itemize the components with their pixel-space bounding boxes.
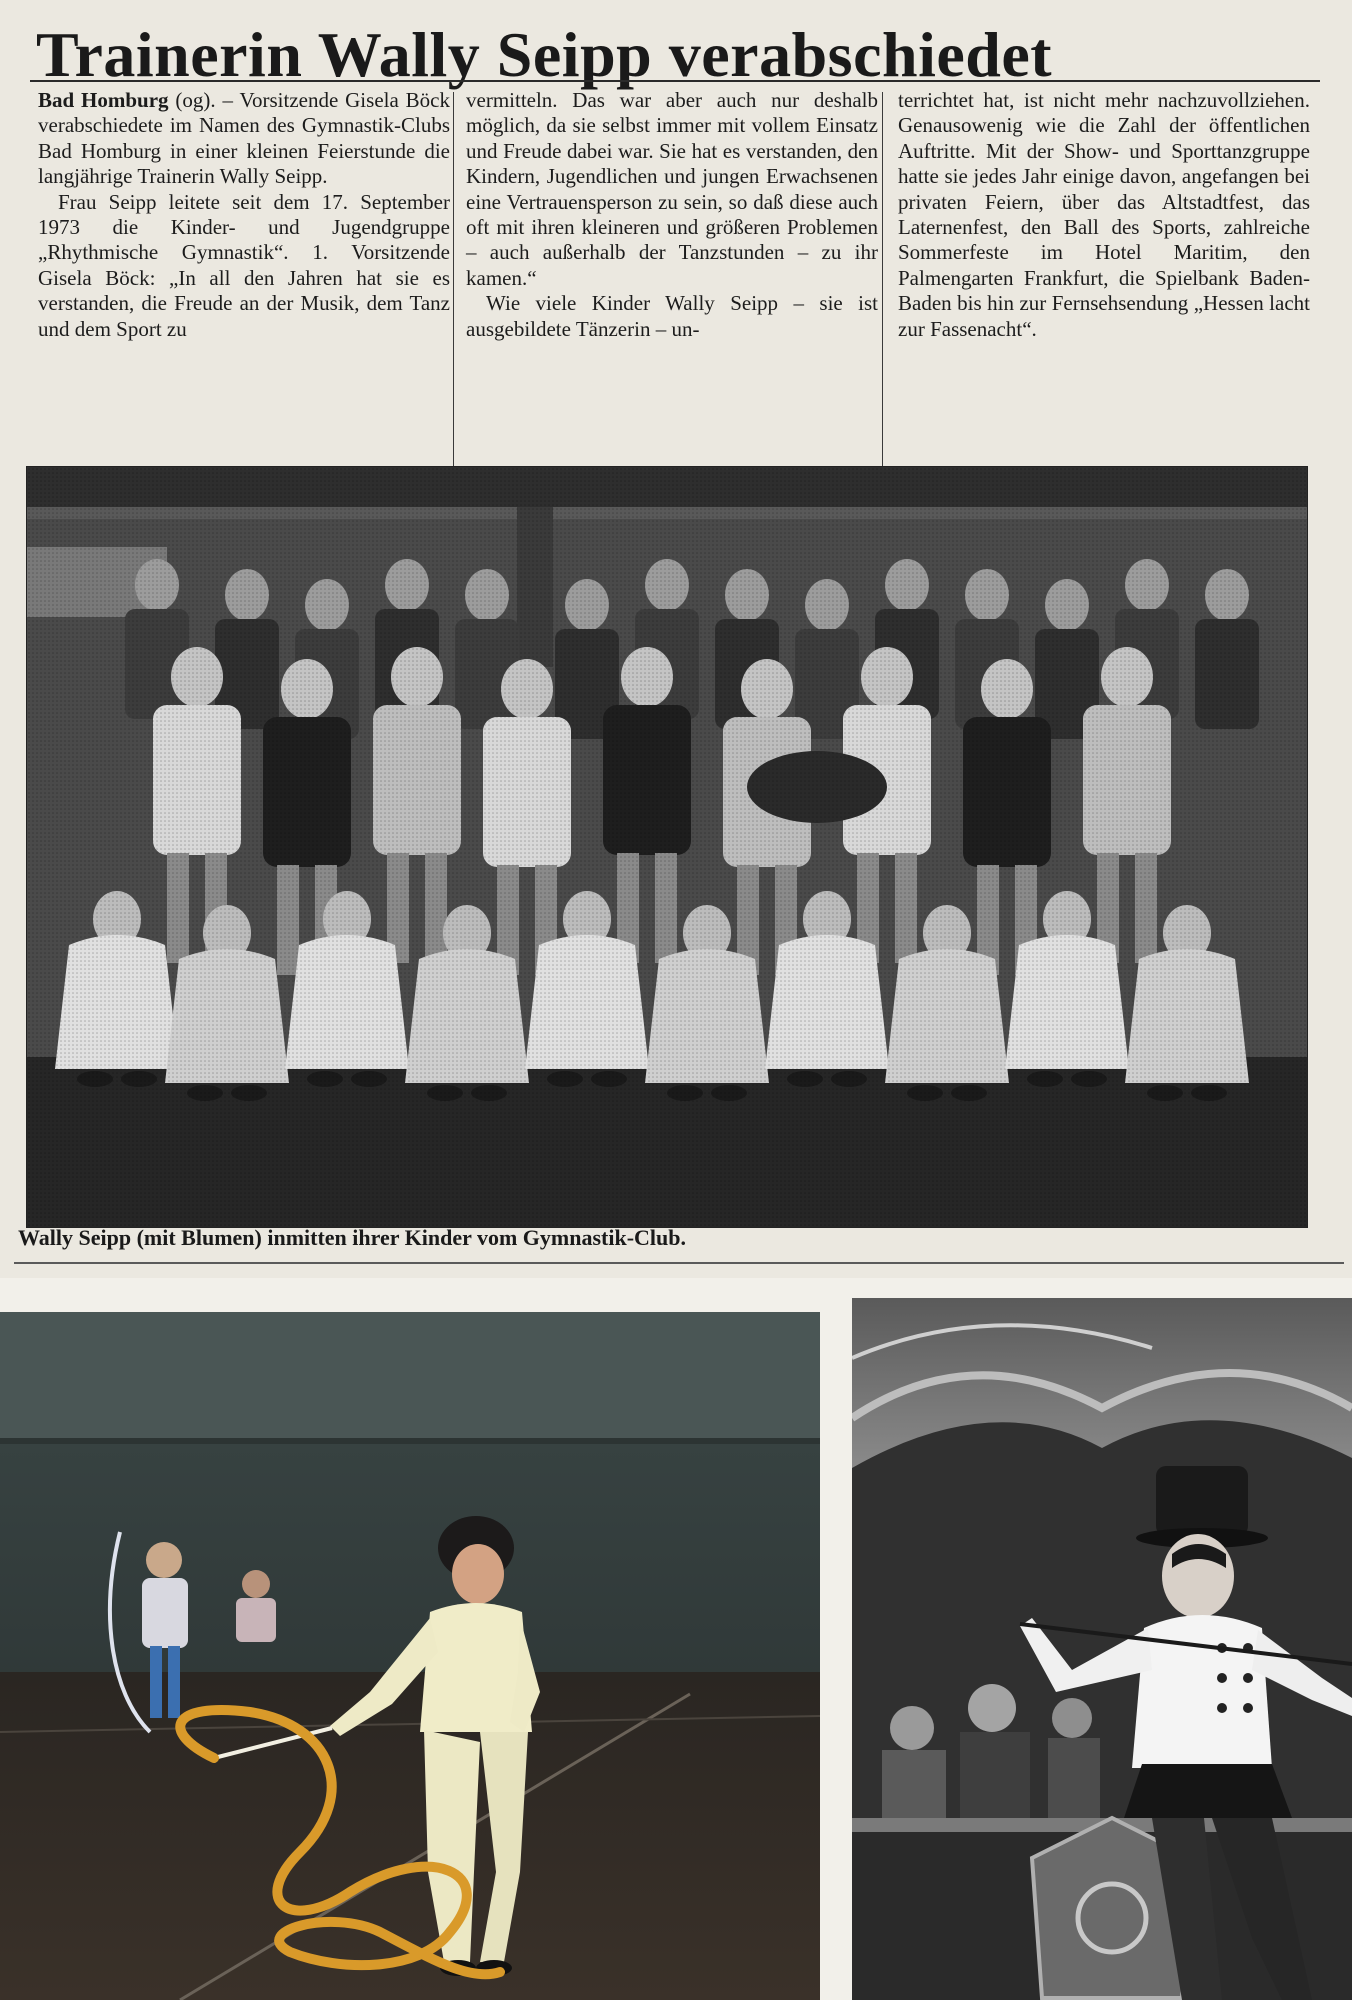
paragraph-1-text: (og). – Vorsitzende Gisela Böck verabschiedete im Namen des Gymnastik-Clubs Bad Homburg in einer kleinen Feierstunde die langjährige Trainerin Wally Seipp. bbox=[38, 88, 450, 189]
group-photo bbox=[26, 466, 1308, 1228]
paragraph-3: vermitteln. Das war aber auch nur deshalb möglich, da sie selbst immer mit vollem Einsatz und Freude dabei war. Sie hat es verstanden, den Kindern, Jugendlichen und jungen Erwachsenen eine Vertrauensperson zu sein, so daß diese auch oft mit ihren kleineren und größeren Problemen – auch außerhalb der Tanzstunden – zu ihr kamen.“ bbox=[466, 88, 878, 290]
paragraph-2: Frau Seipp leitete seit dem 17. September 1973 die Kinder- und Jugendgruppe „Rhythmische Gymnastik“. 1. Vorsitzende Gisela Böck: „In all den Jahren hat sie es verstanden, die Freude an der Musik, dem Tanz und dem Sport zu bbox=[38, 189, 450, 341]
article-column-3 bbox=[898, 88, 1310, 342]
dateline: Bad Homburg bbox=[38, 88, 169, 112]
costume-performer-illustration bbox=[852, 1298, 1352, 2000]
group-photo-illustration bbox=[27, 467, 1308, 1228]
column-divider bbox=[453, 92, 454, 476]
column-divider bbox=[882, 92, 883, 476]
ribbon-dance-illustration bbox=[0, 1312, 820, 2000]
article-column-2 bbox=[466, 88, 878, 342]
paragraph-1 bbox=[38, 88, 450, 190]
photo-caption: Wally Seipp (mit Blumen) inmitten ihrer Kinder vom Gymnastik-Club. bbox=[18, 1225, 687, 1250]
headline-rule bbox=[30, 80, 1320, 82]
article-column-1 bbox=[38, 88, 450, 342]
paragraph-5: terrichtet hat, ist nicht mehr nachzuvollziehen. Genausowenig wie die Zahl der öffentlichen Auftritte. Mit der Show- und Sporttanzgruppe hatte sie jedes Jahr einige davon, angefangen bei privaten Feiern, über das Altstadtfest, das Laternenfest, den Ball des Sports, zahlreiche Sommerfeste im Hotel Maritim, den Palmengarten Frankfurt, die Spielbank Baden-Baden bis hin zur Fernsehsendung „Hessen lacht zur Fassenacht“. bbox=[898, 88, 1310, 341]
headline: Trainerin Wally Seipp verabschiedet bbox=[36, 19, 1053, 90]
costume-performer-photo bbox=[852, 1298, 1352, 2000]
clipping-bottom-rule bbox=[14, 1262, 1344, 1264]
ribbon-dance-photo bbox=[0, 1312, 820, 2000]
paragraph-4: Wie viele Kinder Wally Seipp – sie ist ausgebildete Tänzerin – un- bbox=[466, 291, 878, 341]
